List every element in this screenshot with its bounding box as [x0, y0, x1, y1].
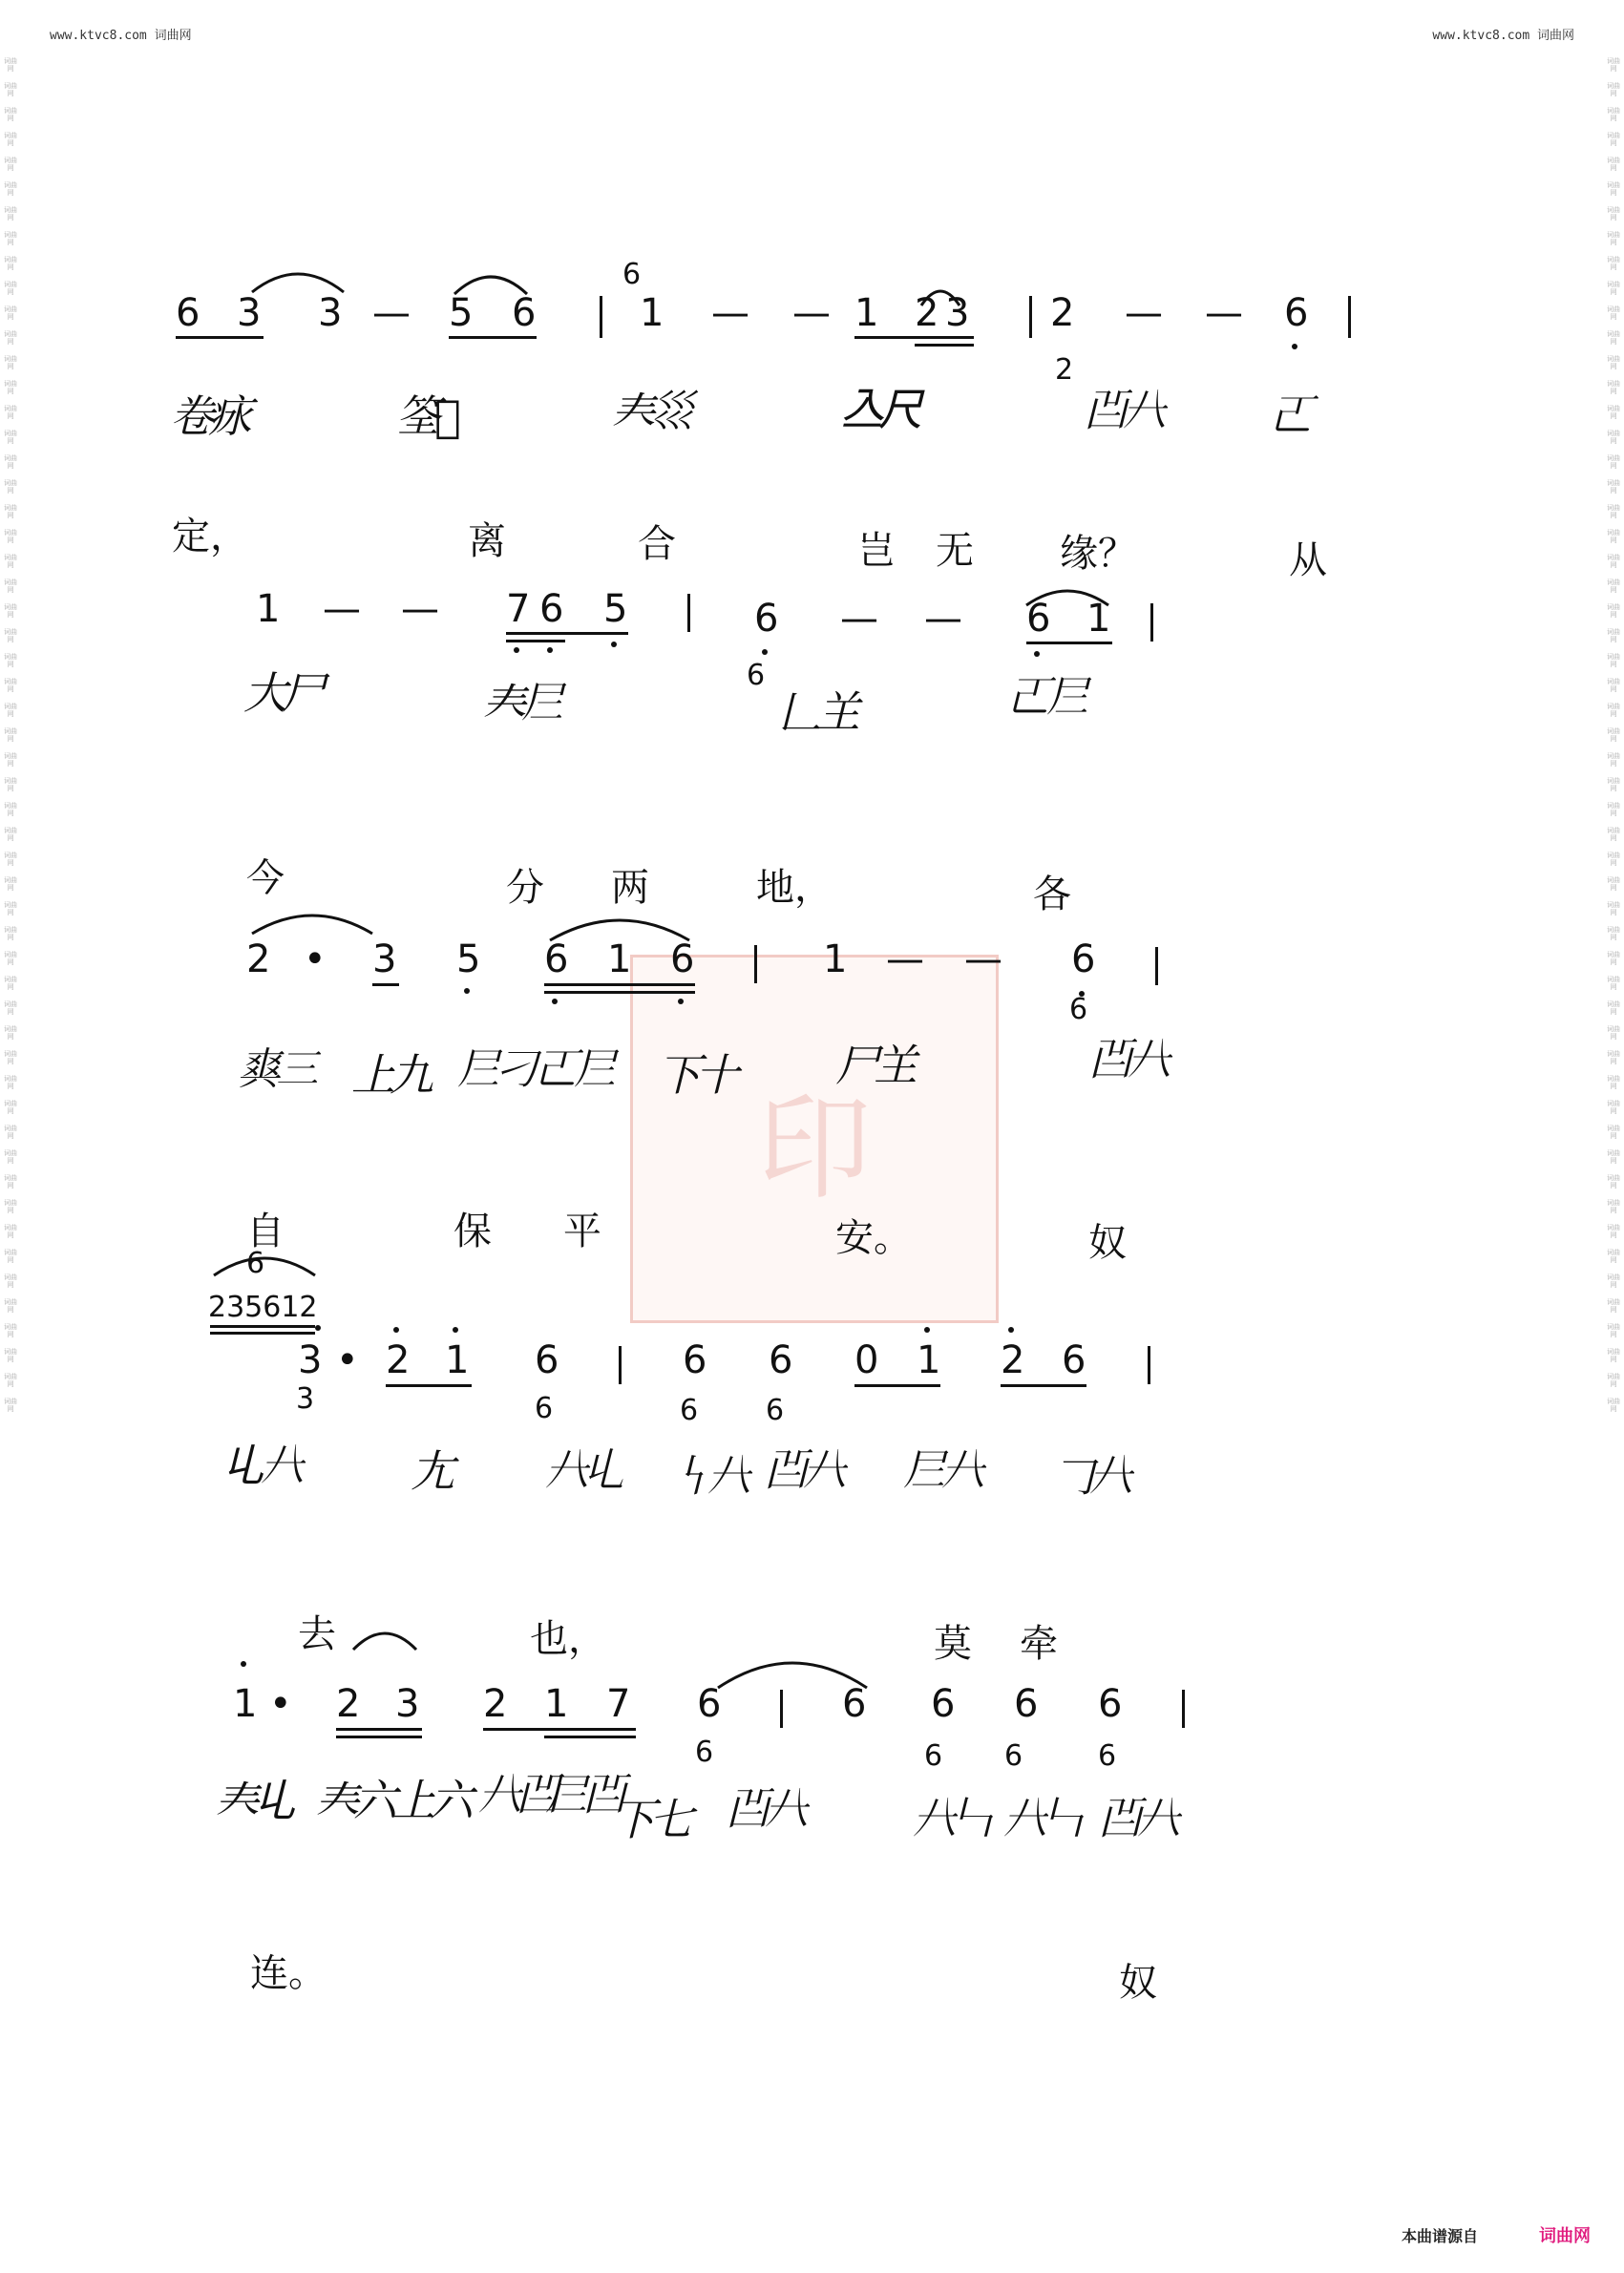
- note: 1: [233, 1682, 258, 1726]
- watermark-text: 词曲网: [1607, 1149, 1620, 1165]
- watermark-text: 词曲网: [1607, 1273, 1620, 1289]
- watermark-text: 词曲网: [4, 802, 17, 817]
- tab-grace: 6: [695, 1736, 714, 1769]
- watermark-text: 词曲网: [4, 603, 17, 619]
- watermark-text: 词曲网: [1607, 901, 1620, 916]
- watermark-text: 词曲网: [4, 554, 17, 569]
- lyric: 今: [246, 856, 285, 900]
- note: 3: [945, 291, 970, 335]
- jianzi-tab: 𠙿𠔀: [764, 1444, 840, 1496]
- watermark-text: 词曲网: [1607, 355, 1620, 370]
- underline: [449, 336, 537, 339]
- barline: [600, 296, 602, 338]
- barline: [1148, 1346, 1150, 1384]
- jianzi-tab: 𠙿𠔀: [1084, 385, 1160, 436]
- note: 6: [1014, 1682, 1039, 1726]
- watermark-text: 词曲网: [4, 1199, 17, 1214]
- watermark-text: 词曲网: [4, 57, 17, 73]
- tab-grace: 2: [1055, 353, 1074, 387]
- watermark-text: 词曲网: [1607, 1075, 1620, 1090]
- note-dash: —: [711, 291, 749, 335]
- note: 3: [298, 1338, 323, 1382]
- watermark-text: 词曲网: [1607, 802, 1620, 817]
- watermark-text: 词曲网: [1607, 107, 1620, 122]
- barline: [1155, 947, 1158, 985]
- note: 6: [176, 291, 200, 335]
- jianzi-tab: 𡯁: [411, 1445, 449, 1497]
- lyric: 缘？: [1060, 532, 1136, 576]
- note-dash: —: [323, 587, 361, 631]
- watermark-text: 词曲网: [4, 1373, 17, 1388]
- jianzi-tab: 𠔀𠃑: [1002, 1793, 1079, 1844]
- note: 2: [386, 1338, 411, 1382]
- watermark-text: 词曲网: [1607, 926, 1620, 941]
- watermark-text: 词曲网: [4, 405, 17, 420]
- jianzi-tab: 𠙿𠔀: [1098, 1793, 1174, 1844]
- site-logo[interactable]: 词曲网: [1539, 2226, 1591, 2246]
- note: 6: [769, 1338, 793, 1382]
- tab-grace: 6: [1098, 1739, 1117, 1773]
- lower-octave-dot: [762, 649, 768, 655]
- note: 7: [606, 1682, 631, 1726]
- watermark-text: 词曲网: [4, 1075, 17, 1090]
- watermark-text: 词曲网: [4, 132, 17, 147]
- watermark-text: 词曲网: [4, 1298, 17, 1314]
- watermark-text: 词曲网: [1607, 976, 1620, 991]
- underline: [1026, 642, 1112, 644]
- note: 7: [506, 587, 531, 631]
- lyric: 合: [638, 522, 676, 566]
- note: 5: [456, 937, 481, 981]
- watermark-text: 词曲网: [4, 678, 17, 693]
- grace-note: 6: [622, 258, 642, 291]
- note: 1: [607, 937, 632, 981]
- note-dash: —: [924, 597, 962, 641]
- grace-note: 6: [246, 1247, 265, 1280]
- watermark-text: 词曲网: [1607, 1249, 1620, 1264]
- watermark-text: 词曲网: [1607, 1298, 1620, 1314]
- header-site-right: www.ktvc8.com 词曲网: [1432, 29, 1574, 43]
- jianzi-tab: 上六: [391, 1775, 468, 1826]
- watermark-text: 词曲网: [4, 1398, 17, 1413]
- watermark-text: 词曲网: [1607, 405, 1620, 420]
- watermark-text: 词曲网: [1607, 653, 1620, 668]
- lyric: 牵: [1020, 1622, 1058, 1666]
- note: 1: [640, 291, 664, 335]
- lyric: 莫: [934, 1622, 972, 1666]
- watermark-text: 词曲网: [4, 1323, 17, 1338]
- lyric: 安。: [835, 1216, 912, 1260]
- underline: [210, 1332, 315, 1335]
- watermark-text: 词曲网: [4, 852, 17, 867]
- watermark-text: 词曲网: [1607, 727, 1620, 743]
- watermark-text: 词曲网: [4, 926, 17, 941]
- watermark-text: 词曲网: [1607, 852, 1620, 867]
- header-site-left: www.ktvc8.com 词曲网: [50, 29, 192, 43]
- note: 1: [544, 1682, 569, 1726]
- watermark-text: 词曲网: [1607, 703, 1620, 718]
- jianzi-tab: 𠙿𠔀: [1088, 1034, 1165, 1085]
- lyric: 去: [298, 1612, 336, 1656]
- lyric: 奴: [1119, 1961, 1157, 2005]
- jianzi-tab: 𠓛尺: [840, 384, 917, 435]
- note-dash: —: [964, 937, 1002, 981]
- lyric: 地，: [756, 866, 833, 910]
- note: 6: [931, 1682, 956, 1726]
- note: 6: [535, 1338, 559, 1382]
- jianzi-tab: 𠀀: [1270, 389, 1308, 441]
- lyric: 分: [506, 866, 544, 910]
- augmentation-dot: •: [269, 1682, 292, 1726]
- watermark-text: 词曲网: [1607, 951, 1620, 966]
- watermark-text: 词曲网: [1607, 603, 1620, 619]
- watermark-text: 词曲网: [4, 305, 17, 321]
- note: 2: [483, 1682, 508, 1726]
- watermark-text: 词曲网: [4, 330, 17, 346]
- watermark-text: 词曲网: [4, 157, 17, 172]
- note: 2: [336, 1682, 361, 1726]
- underline: [1001, 1384, 1086, 1387]
- jianzi-tab: 𡰥𠔀: [902, 1444, 979, 1496]
- underline: [483, 1728, 636, 1731]
- watermark-text: 词曲网: [4, 82, 17, 97]
- note: 6: [1098, 1682, 1123, 1726]
- jianzi-tab: 𠔀𠃏: [544, 1444, 621, 1496]
- note-dash: —: [886, 937, 924, 981]
- lyric: 连。: [250, 1951, 327, 1995]
- note: 1: [256, 587, 281, 631]
- note: 1: [854, 291, 879, 335]
- watermark-text: 词曲网: [4, 976, 17, 991]
- underline: [386, 1384, 472, 1387]
- slur: [250, 907, 374, 936]
- note: 0: [854, 1338, 879, 1382]
- watermark-text: 词曲网: [4, 901, 17, 916]
- watermark-text: 词曲网: [4, 827, 17, 842]
- watermark-text: 词曲网: [4, 281, 17, 296]
- watermark-text: 词曲网: [4, 1174, 17, 1189]
- jianzi-tab: 𡗗𡰥: [482, 677, 559, 728]
- lower-octave-dot: [547, 647, 553, 653]
- jianzi-tab: 𠀀𡰥: [535, 1043, 611, 1095]
- watermark-text: 词曲网: [1607, 1224, 1620, 1239]
- jianzi-tab: 𠀀𡰥: [1007, 671, 1084, 723]
- watermark-text: 词曲网: [4, 579, 17, 594]
- watermark-text: 词曲网: [4, 628, 17, 643]
- note: 6: [1284, 291, 1309, 335]
- jianzi-tab: 上九: [351, 1049, 428, 1101]
- lower-octave-dot: [678, 999, 684, 1004]
- watermark-text: 词曲网: [1607, 1348, 1620, 1363]
- watermark-text: 词曲网: [4, 1025, 17, 1041]
- watermark-text: 词曲网: [1607, 876, 1620, 892]
- watermark-text: 词曲网: [1607, 57, 1620, 73]
- note: 6: [697, 1682, 722, 1726]
- jianzi-tab: 𡰥𠙿: [544, 1769, 621, 1821]
- note: 6: [544, 937, 569, 981]
- jianzi-tab: 𠃌𠔀: [1050, 1450, 1127, 1502]
- note-dash: —: [401, 587, 439, 631]
- lyric: 奴: [1088, 1221, 1127, 1265]
- watermark-text: 词曲网: [1607, 256, 1620, 271]
- underline: [544, 991, 695, 994]
- underline: [336, 1728, 422, 1731]
- watermark-text: 词曲网: [4, 206, 17, 221]
- watermark-text: 词曲网: [1607, 1125, 1620, 1140]
- jianzi-tab: 𤕤三: [237, 1043, 313, 1095]
- watermark-text: 词曲网: [1607, 380, 1620, 395]
- higher-octave-dot: [393, 1327, 399, 1333]
- underline: [854, 336, 974, 339]
- higher-octave-dot: [924, 1327, 930, 1333]
- watermark-text: 词曲网: [1607, 1174, 1620, 1189]
- watermark-text: 词曲网: [4, 1050, 17, 1065]
- lower-octave-dot: [1292, 344, 1297, 349]
- watermark-text: 词曲网: [1607, 628, 1620, 643]
- underline: [544, 1736, 636, 1738]
- watermark-text: 词曲网: [4, 181, 17, 197]
- watermark-text: 词曲网: [4, 1149, 17, 1165]
- note: 3: [395, 1682, 420, 1726]
- note: 5: [603, 587, 628, 631]
- note: 3: [372, 937, 397, 981]
- lyric: 无: [936, 529, 974, 573]
- barline: [1150, 603, 1153, 642]
- note: 6: [1071, 937, 1096, 981]
- barline: [619, 1346, 622, 1384]
- jianzi-tab: 下十: [657, 1049, 733, 1101]
- watermark-text: 词曲网: [1607, 1398, 1620, 1413]
- slur: [250, 265, 346, 294]
- barline: [780, 1690, 783, 1728]
- lower-octave-dot: [552, 999, 558, 1004]
- underline: [372, 983, 399, 986]
- note-dash: —: [1125, 291, 1163, 335]
- jianzi-tab: 𡗗𡿭: [611, 386, 687, 437]
- higher-octave-dot: [1008, 1327, 1014, 1333]
- lower-octave-dot: [611, 642, 617, 647]
- note: 6: [754, 597, 779, 641]
- note: 6: [842, 1682, 867, 1726]
- watermark-text: 词曲网: [1607, 1050, 1620, 1065]
- watermark-text: 词曲网: [4, 1348, 17, 1363]
- watermark-text: 词曲网: [1607, 454, 1620, 470]
- watermark-text: 词曲网: [4, 752, 17, 768]
- watermark-text: 词曲网: [4, 727, 17, 743]
- watermark-text: 词曲网: [4, 653, 17, 668]
- left-watermark-strip: [4, 57, 17, 2216]
- lyric: 各: [1033, 873, 1071, 916]
- watermark-text: 词曲网: [1607, 1323, 1620, 1338]
- jianzi-tab: 𡗗𠃏: [215, 1775, 291, 1826]
- barline: [1348, 296, 1351, 338]
- note: 6: [1062, 1338, 1086, 1382]
- note-dash: —: [792, 291, 831, 335]
- jianzi-tab: 𠃏𠔀: [221, 1440, 298, 1491]
- note: 6: [1026, 597, 1051, 641]
- tab-grace: 6: [680, 1394, 699, 1427]
- jianzi-tab: 下七: [611, 1794, 687, 1845]
- watermark-text: 词曲网: [1607, 777, 1620, 792]
- underline: [336, 1736, 422, 1738]
- lyric: 平: [563, 1210, 601, 1253]
- watermark-text: 词曲网: [1607, 132, 1620, 147]
- watermark-text: 词曲网: [1607, 678, 1620, 693]
- jianzi-tab: 卷㽷: [170, 390, 246, 442]
- tab-grace: 6: [747, 659, 766, 692]
- note: 2: [1001, 1338, 1025, 1382]
- jianzi-tab: 尸𦍌: [835, 1040, 912, 1091]
- watermark-text: 词曲网: [4, 355, 17, 370]
- watermark-text: 词曲网: [1607, 157, 1620, 172]
- underline: [176, 336, 264, 339]
- watermark-text: 词曲网: [1607, 752, 1620, 768]
- underline: [506, 632, 628, 635]
- note: 6: [539, 587, 564, 631]
- watermark-text: 词曲网: [1607, 82, 1620, 97]
- watermark-text: 词曲网: [1607, 181, 1620, 197]
- note: 2: [1050, 291, 1075, 335]
- barline: [1029, 296, 1032, 338]
- note: 3: [318, 291, 343, 335]
- higher-octave-dot: [315, 1325, 321, 1331]
- note: 2: [915, 291, 939, 335]
- jianzi-tab: 大尸: [243, 667, 320, 719]
- jianzi-tab: 𠙿𠔀: [726, 1783, 802, 1835]
- watermark-text: 词曲网: [4, 504, 17, 519]
- watermark-text: 词曲网: [4, 703, 17, 718]
- watermark-text: 词曲网: [1607, 206, 1620, 221]
- underline: [506, 640, 565, 642]
- watermark-text: 词曲网: [1607, 281, 1620, 296]
- note-dash: —: [1205, 291, 1243, 335]
- watermark-text: 词曲网: [1607, 1199, 1620, 1214]
- higher-octave-dot: [453, 1327, 458, 1333]
- jianzi-tab: 筌𢇂: [396, 390, 455, 442]
- watermark-text: 词曲网: [1607, 504, 1620, 519]
- note: 1: [1086, 597, 1111, 641]
- watermark-text: 词曲网: [1607, 479, 1620, 495]
- underline: [210, 1325, 315, 1328]
- underline: [544, 983, 695, 986]
- tab-grace: 6: [1069, 993, 1088, 1026]
- jianzi-tab: 𠔀𠃑: [912, 1793, 988, 1844]
- lyric: 从: [1289, 538, 1327, 582]
- red-seal-stamp: 印: [630, 955, 999, 1323]
- watermark-text: 词曲网: [1607, 1100, 1620, 1115]
- watermark-text: 词曲网: [1607, 1000, 1620, 1016]
- lyric: 离: [468, 519, 506, 563]
- note: 1: [445, 1338, 470, 1382]
- lyric: 自: [246, 1210, 285, 1253]
- watermark-text: 词曲网: [4, 380, 17, 395]
- lyric: 保: [453, 1210, 492, 1253]
- note: 1: [917, 1338, 941, 1382]
- jianzi-tab: 𡰥刁: [456, 1043, 533, 1095]
- tab-grace: 6: [535, 1392, 554, 1425]
- jianzi-tab: 𡗗六: [315, 1775, 391, 1826]
- note: 6: [683, 1338, 707, 1382]
- watermark-text: 词曲网: [4, 951, 17, 966]
- watermark-text: 词曲网: [4, 777, 17, 792]
- higher-octave-dot: [241, 1661, 246, 1667]
- jianzi-tab: 𠃊𦍌: [778, 686, 854, 738]
- watermark-text: 词曲网: [4, 479, 17, 495]
- tab-grace: 3: [296, 1382, 315, 1416]
- note: 6: [512, 291, 537, 335]
- augmentation-dot: •: [336, 1338, 359, 1382]
- tab-grace: 6: [1004, 1739, 1023, 1773]
- watermark-text: 词曲网: [1607, 430, 1620, 445]
- note: 5: [449, 291, 474, 335]
- watermark-text: 词曲网: [1607, 231, 1620, 246]
- watermark-text: 词曲网: [1607, 579, 1620, 594]
- lower-octave-dot: [464, 988, 470, 994]
- jianzi-tab: 𠔀𠙿: [477, 1769, 554, 1821]
- note-dash: —: [840, 597, 878, 641]
- jianzi-tab: 𠃑𠔀: [668, 1450, 745, 1502]
- note-dash: —: [372, 291, 411, 335]
- watermark-text: 词曲网: [4, 454, 17, 470]
- watermark-text: 词曲网: [1607, 529, 1620, 544]
- tab-grace: 6: [766, 1394, 785, 1427]
- lyric: 两: [611, 866, 649, 910]
- watermark-text: 词曲网: [1607, 827, 1620, 842]
- watermark-text: 词曲网: [4, 1000, 17, 1016]
- slur: [351, 1625, 418, 1652]
- watermark-text: 词曲网: [4, 231, 17, 246]
- lyric: 也，: [530, 1617, 606, 1661]
- note: 6: [670, 937, 695, 981]
- barline: [687, 594, 690, 632]
- note: 2: [246, 937, 271, 981]
- watermark-text: 词曲网: [1607, 1025, 1620, 1041]
- watermark-text: 词曲网: [1607, 1373, 1620, 1388]
- lyric: 定，: [172, 515, 248, 558]
- note: 3: [237, 291, 262, 335]
- lower-octave-dot: [1034, 651, 1040, 657]
- watermark-text: 词曲网: [4, 1125, 17, 1140]
- watermark-text: 词曲网: [4, 1100, 17, 1115]
- watermark-text: 词曲网: [4, 876, 17, 892]
- watermark-text: 词曲网: [4, 529, 17, 544]
- watermark-text: 词曲网: [4, 107, 17, 122]
- underline: [915, 344, 974, 347]
- footer-source-text: 本曲谱源自: [1402, 2227, 1479, 2245]
- barline: [1182, 1690, 1185, 1728]
- watermark-text: 词曲网: [4, 430, 17, 445]
- note: 1: [823, 937, 848, 981]
- lyric: 岂: [857, 529, 896, 573]
- watermark-text: 词曲网: [4, 1273, 17, 1289]
- lower-octave-dot: [514, 647, 519, 653]
- augmentation-dot: •: [304, 937, 327, 981]
- right-watermark-strip: [1607, 57, 1620, 2216]
- grace-note-run: 235612: [208, 1291, 318, 1324]
- watermark-text: 词曲网: [1607, 305, 1620, 321]
- watermark-text: 词曲网: [1607, 330, 1620, 346]
- watermark-text: 词曲网: [4, 1249, 17, 1264]
- underline: [854, 1384, 940, 1387]
- tab-grace: 6: [924, 1739, 943, 1773]
- watermark-text: 词曲网: [1607, 554, 1620, 569]
- barline: [754, 945, 757, 983]
- watermark-text: 词曲网: [4, 256, 17, 271]
- watermark-text: 词曲网: [4, 1224, 17, 1239]
